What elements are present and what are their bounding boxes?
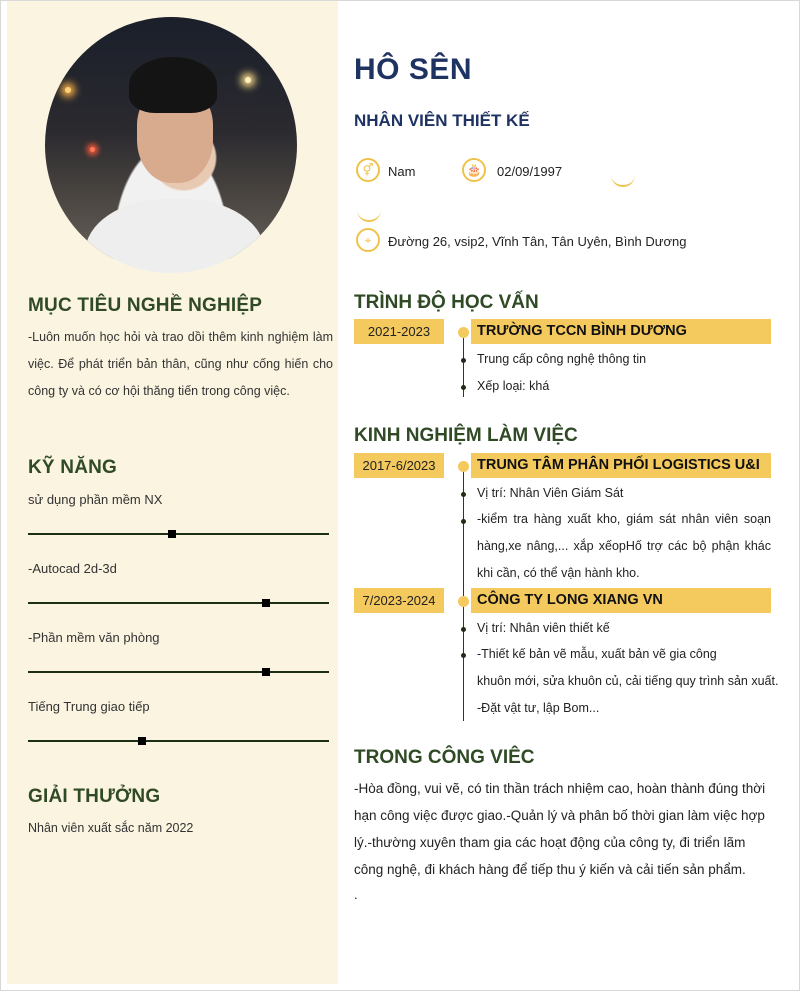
address-value: Đường 26, vsip2, Vĩnh Tân, Tân Uyên, Bình Dương [388,234,687,249]
job-title: NHÂN VIÊN THIẾT KẾ [354,111,530,130]
skill-label: sử dụng phần mềm NX [28,492,163,507]
avatar-hair [129,57,217,113]
gender-value: Nam [388,164,416,179]
objective-heading: MỤC TIÊU NGHỀ NGHIỆP [28,295,263,316]
education-detail: Trung cấp công nghệ thông tin [477,352,647,366]
background-light [90,147,95,152]
skill-bar [28,740,329,742]
timeline-dot [458,461,469,472]
skill-bar [28,533,329,535]
work-attitude-text: -Hòa đồng, vui vẽ, có tin thần trách nhiệm cao, hoàn thành đúng thời hạn công việc được giao.-Quản lý và phân bố thời gian làm việc hợp lý.-thường xuyên tham gia các hoạt động của công ty, đi triển lãm công nghệ, đi khách hàng để tiếp thu ý kiến và cải tiến sản phẩm. [354,781,766,877]
education-date: 2021-2023 [354,319,444,344]
experience-company: TRUNG TÂM PHÂN PHỐI LOGISTICS U&I [471,453,771,478]
background-light [65,87,71,93]
background-light [245,77,251,83]
experience-position: Vị trí: Nhân Viên Giám Sát [477,486,624,500]
candidate-name: HÔ SÊN [354,53,473,86]
experience-date: 2017-6/2023 [354,453,444,478]
experience-description: -kiểm tra hàng xuất kho, giám sát nhân viên soạn hàng,xe nâng,... xắp xếopHố trợ các bộ phận khác khi cần, có thể vận hành kho. [477,512,771,580]
awards-heading: GIẢI THƯỞNG [28,786,161,807]
work-attitude-heading: TRONG CÔNG VIÊC [354,747,535,768]
map-pin-icon: ⌖ [356,228,380,252]
gender-icon: ⚥ [356,158,380,182]
experience-date: 7/2023-2024 [354,588,444,613]
skills-heading: KỸ NĂNG [28,457,118,478]
bullet [461,627,466,632]
skill-bar [28,671,329,673]
experience-heading: KINH NGHIỆM LÀM VIỆC [354,425,578,446]
experience-timeline [463,463,464,721]
bullet [461,358,466,363]
decor-arc-icon [611,173,635,187]
experience-description-line: khuôn mới, sửa khuôn củ, cải tiếng quy trình sản xuất. [477,674,779,688]
education-detail: Xếp loại: khá [477,379,550,393]
birthday-cake-icon: 🎂 [462,158,486,182]
timeline-dot [458,327,469,338]
skill-level-marker [138,737,146,745]
timeline-dot [458,596,469,607]
skill-level-marker [168,530,176,538]
experience-description-line: -Thiết kế bản vẽ mẫu, xuất bản vẽ gia công [477,647,717,661]
skill-label: -Phần mềm văn phòng [28,630,160,645]
experience-company: CÔNG TY LONG XIANG VN [471,588,771,613]
trailing-mark: . [354,887,358,902]
skill-level-marker [262,668,270,676]
skill-bar [28,602,329,604]
bullet [461,653,466,658]
dob-value: 02/09/1997 [497,164,563,179]
sidebar [7,1,338,984]
decor-arc-icon [357,208,381,222]
objective-text: -Luôn muốn học hỏi và trao dồi thêm kinh nghiệm làm việc. Để phát triển bản thân, cũng như cống hiến cho công ty và có cơ hội thăng tiến trong công việc. [28,330,333,398]
skill-label: Tiếng Trung giao tiếp [28,699,150,714]
skill-label: -Autocad 2d-3d [28,561,117,576]
experience-description-line: -Đặt vật tư, lập Bom... [477,701,600,715]
avatar [45,17,297,273]
bullet [461,492,466,497]
education-heading: TRÌNH ĐỘ HỌC VẤN [354,292,539,313]
bullet [461,519,466,524]
award-item: Nhân viên xuất sắc năm 2022 [28,821,194,835]
education-school: TRƯỜNG TCCN BÌNH DƯƠNG [471,319,771,344]
experience-position: Vị trí: Nhân viên thiết kế [477,621,610,635]
bullet [461,385,466,390]
avatar-shirt [85,199,265,273]
skill-level-marker [262,599,270,607]
